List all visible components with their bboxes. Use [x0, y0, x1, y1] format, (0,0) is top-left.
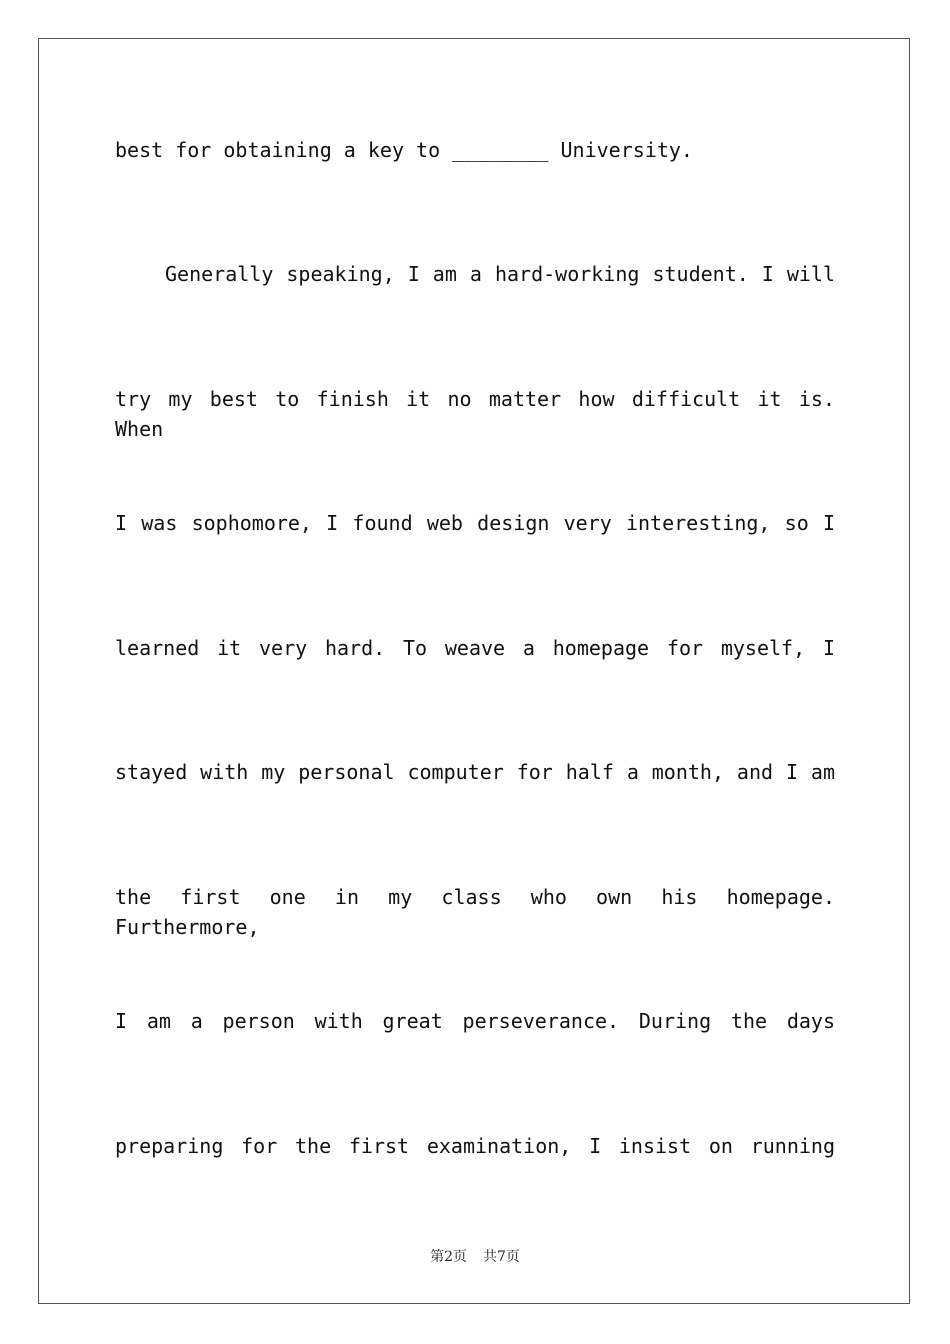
text-line-4: I was sophomore, I found web design very interesting, so I [115, 511, 835, 535]
text-line-7: the first one in my class who own his homepage. Furthermore, [115, 885, 835, 939]
text-line-2: Generally speaking, I am a hard-working student. I will [165, 262, 835, 286]
page-border [38, 38, 910, 1304]
page-footer [0, 1246, 950, 1266]
text-line-9: preparing for the first examination, I insist on running [115, 1134, 835, 1158]
text-line-3: try my best to finish it no matter how difficult it is. When [115, 387, 835, 441]
page-number: 第2页 [430, 1249, 467, 1265]
text-line-5: learned it very hard. To weave a homepage for myself, I [115, 636, 835, 660]
text-line-6: stayed with my personal computer for half a month, and I am [115, 760, 835, 784]
text-line-8: I am a person with great perseverance. During the days [115, 1009, 835, 1033]
text-line-1: best for obtaining a key to ________ University. [115, 138, 693, 162]
page-total: 共7页 [483, 1249, 520, 1265]
